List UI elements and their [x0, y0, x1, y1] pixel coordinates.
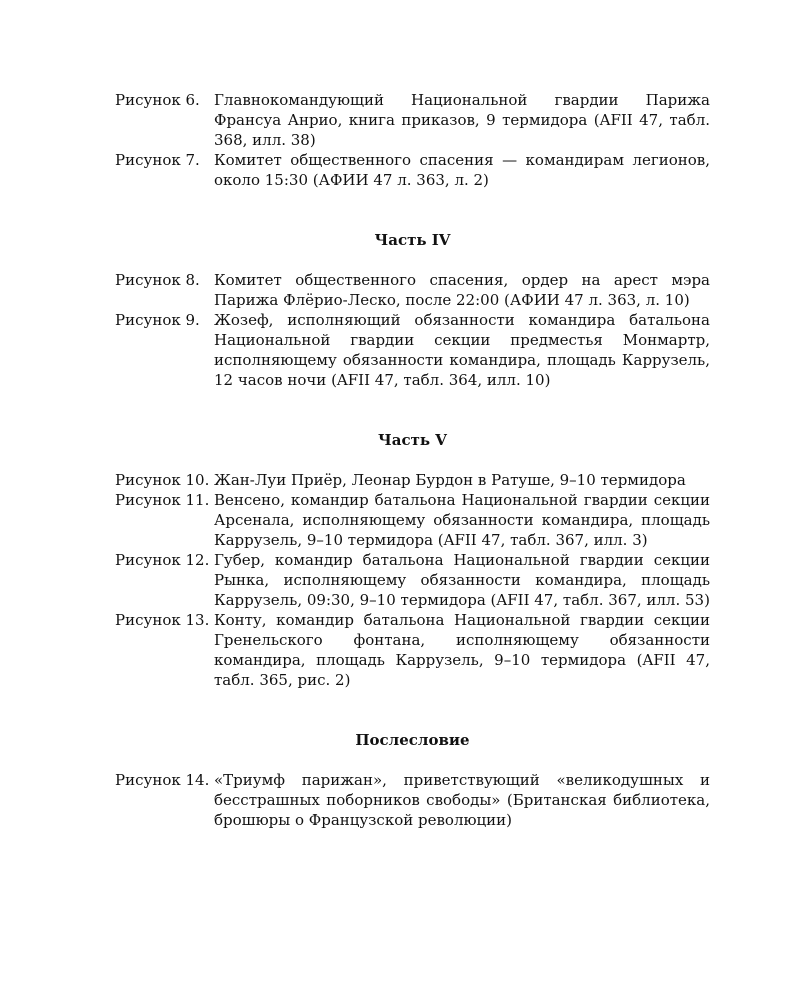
figure-label: Рисунок 10.: [115, 471, 210, 489]
figure-caption: Главнокомандующий Национальной гвардии Парижа Франсуа Анрио, книга приказов, 9 термидора (AFII 47, табл. 368, илл. 38): [214, 91, 710, 149]
figure-caption: Комитет общественного спасения — командирам легионов, около 15:30 (АФИИ 47 л. 363, л. 2): [214, 151, 710, 189]
figure-label: Рисунок 6.: [115, 91, 200, 109]
figure-entry: [115, 610, 710, 690]
figure-entry: [115, 550, 710, 610]
figure-caption: Венсено, командир батальона Национальной гвардии секции Арсенала, исполняющему обязанности командира, площадь Каррузель, 9–10 термидора (AFII 47, табл. 367, илл. 3): [214, 491, 710, 549]
section-heading: Послесловие: [355, 731, 470, 749]
document-page: [115, 90, 710, 830]
section-part-5: [115, 430, 710, 690]
section-part-3-continued: [115, 90, 710, 190]
figure-label: Рисунок 14.: [115, 771, 210, 789]
figure-label: Рисунок 7.: [115, 151, 200, 169]
section-part-4: [115, 230, 710, 390]
figure-label: Рисунок 8.: [115, 271, 200, 289]
figure-entry: [115, 470, 710, 490]
figure-caption: Комитет общественного спасения, ордер на арест мэра Парижа Флёрио-Леско, после 22:00 (АФИИ 47 л. 363, л. 10): [214, 271, 710, 309]
figure-entry: [115, 150, 710, 190]
figure-caption: Жозеф, исполняющий обязанности командира батальона Национальной гвардии секции предместья Монмартр, исполняющему обязанности командира, площадь Каррузель, 12 часов ночи (AFII 47, табл. 364, илл. 10): [214, 311, 710, 389]
figure-caption: «Триумф парижан», приветствующий «великодушных и бесстрашных поборников свободы» (Британская библиотека, брошюры о Французской революции): [214, 771, 710, 829]
figure-entry: [115, 490, 710, 550]
section-afterword: [115, 730, 710, 830]
section-heading: Часть IV: [374, 231, 451, 249]
figure-entry: [115, 270, 710, 310]
figure-entry: [115, 770, 710, 830]
figure-label: Рисунок 11.: [115, 491, 210, 509]
figure-caption: Губер, командир батальона Национальной гвардии секции Рынка, исполняющему обязанности командира, площадь Каррузель, 09:30, 9–10 термидора (AFII 47, табл. 367, илл. 53): [214, 551, 710, 609]
figure-caption: Жан-Луи Приёр, Леонар Бурдон в Ратуше, 9–10 термидора: [214, 471, 686, 489]
figure-caption: Конту, командир батальона Национальной гвардии секции Гренельского фонтана, исполняющему обязанности командира, площадь Каррузель, 9–10 термидора (AFII 47, табл. 365, рис. 2): [214, 611, 710, 689]
figure-label: Рисунок 9.: [115, 311, 200, 329]
figure-entry: [115, 90, 710, 150]
figure-label: Рисунок 12.: [115, 551, 210, 569]
figure-entry: [115, 310, 710, 390]
section-heading: Часть V: [378, 431, 447, 449]
figure-label: Рисунок 13.: [115, 611, 210, 629]
